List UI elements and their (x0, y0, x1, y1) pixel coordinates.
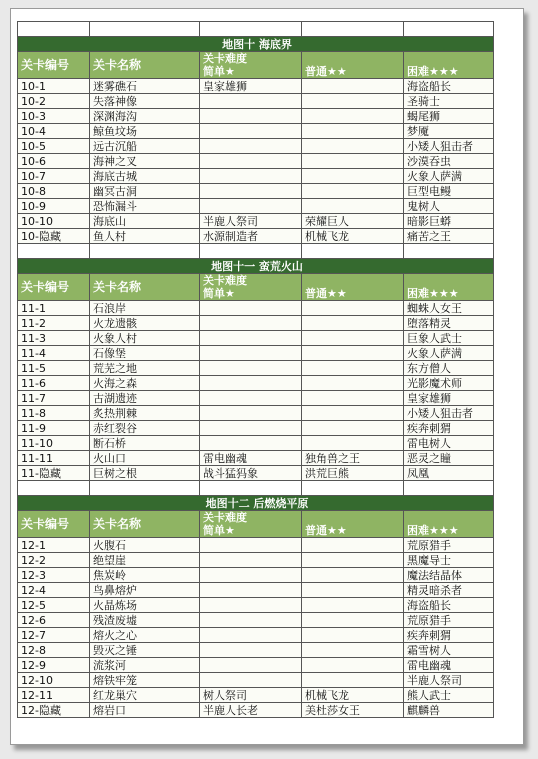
level-name: 绝望崖 (90, 553, 200, 568)
hard-boss: 鬼树人 (404, 199, 494, 214)
hard-boss: 海盗船长 (404, 598, 494, 613)
table-row (18, 466, 494, 481)
section-title-row (18, 496, 494, 511)
hard-boss: 沙漠吞虫 (404, 154, 494, 169)
level-id: 12-10 (18, 673, 90, 688)
header-level-id: 关卡编号 (18, 511, 90, 538)
easy-boss (200, 184, 302, 199)
level-name: 远古沉船 (90, 139, 200, 154)
header-normal: 普通★★ (302, 287, 404, 301)
level-id: 12-4 (18, 583, 90, 598)
empty-cell (404, 22, 494, 37)
table-row (18, 229, 494, 244)
level-name: 恐怖漏斗 (90, 199, 200, 214)
table-row (18, 154, 494, 169)
normal-boss (302, 538, 404, 553)
table-row (18, 598, 494, 613)
spacer-row (18, 244, 494, 259)
table-row (18, 376, 494, 391)
hard-boss: 雷电幽魂 (404, 658, 494, 673)
spacer-row (18, 22, 494, 37)
level-id: 11-2 (18, 316, 90, 331)
normal-boss (302, 361, 404, 376)
empty-cell (18, 481, 90, 496)
easy-boss (200, 346, 302, 361)
level-id: 12-9 (18, 658, 90, 673)
header-row (18, 511, 494, 525)
level-name: 火晶炼场 (90, 598, 200, 613)
normal-boss (302, 124, 404, 139)
normal-boss (302, 139, 404, 154)
hard-boss: 梦魇 (404, 124, 494, 139)
table-row (18, 568, 494, 583)
table-row (18, 421, 494, 436)
normal-boss (302, 79, 404, 94)
hard-boss: 精灵暗杀者 (404, 583, 494, 598)
level-name: 红龙巢穴 (90, 688, 200, 703)
section-title-row (18, 37, 494, 52)
level-id: 10-1 (18, 79, 90, 94)
table-row (18, 583, 494, 598)
easy-boss (200, 613, 302, 628)
easy-boss (200, 421, 302, 436)
empty-cell (18, 22, 90, 37)
table-row (18, 673, 494, 688)
empty-cell (18, 244, 90, 259)
header-normal: 普通★★ (302, 524, 404, 538)
level-id: 11-6 (18, 376, 90, 391)
level-id: 11-9 (18, 421, 90, 436)
hard-boss: 东方僧人 (404, 361, 494, 376)
level-name: 巨树之根 (90, 466, 200, 481)
easy-boss (200, 658, 302, 673)
level-name: 深渊海沟 (90, 109, 200, 124)
level-id: 11-11 (18, 451, 90, 466)
header-level-name: 关卡名称 (90, 511, 200, 538)
header-hard: 困难★★★ (404, 524, 494, 538)
header-level-id: 关卡编号 (18, 274, 90, 301)
normal-boss (302, 331, 404, 346)
header-empty (302, 274, 404, 288)
level-name: 海神之叉 (90, 154, 200, 169)
hard-boss: 圣骑士 (404, 94, 494, 109)
easy-boss: 皇家雄狮 (200, 79, 302, 94)
table-row (18, 361, 494, 376)
level-name: 熔铁牢笼 (90, 673, 200, 688)
hard-boss: 光影魔术师 (404, 376, 494, 391)
header-empty (404, 511, 494, 525)
hard-boss: 小矮人狙击者 (404, 139, 494, 154)
header-hard: 困难★★★ (404, 65, 494, 79)
hard-boss: 堕落精灵 (404, 316, 494, 331)
table-row (18, 451, 494, 466)
level-id: 11-1 (18, 301, 90, 316)
level-table (17, 21, 494, 718)
level-name: 火龙遗骸 (90, 316, 200, 331)
header-easy: 简单★ (200, 287, 302, 301)
hard-boss: 雷电树人 (404, 436, 494, 451)
hard-boss: 熊人武士 (404, 688, 494, 703)
header-hard: 困难★★★ (404, 287, 494, 301)
hard-boss: 巨型电鳗 (404, 184, 494, 199)
hard-boss: 火象人萨满 (404, 346, 494, 361)
level-id: 12-7 (18, 628, 90, 643)
level-id: 11-7 (18, 391, 90, 406)
level-name: 失落神像 (90, 94, 200, 109)
normal-boss (302, 316, 404, 331)
normal-boss (302, 94, 404, 109)
level-name: 海底山 (90, 214, 200, 229)
empty-cell (200, 244, 302, 259)
hard-boss: 恶灵之瞳 (404, 451, 494, 466)
normal-boss: 荣耀巨人 (302, 214, 404, 229)
header-row (18, 274, 494, 288)
level-name: 石像堡 (90, 346, 200, 361)
easy-boss: 半鹿人长老 (200, 703, 302, 718)
header-difficulty: 关卡难度 (200, 274, 302, 288)
header-level-id: 关卡编号 (18, 52, 90, 79)
level-name: 古湖遗迹 (90, 391, 200, 406)
level-name: 断石桥 (90, 436, 200, 451)
level-name: 流浆河 (90, 658, 200, 673)
level-name: 幽冥古洞 (90, 184, 200, 199)
easy-boss: 战斗猛犸象 (200, 466, 302, 481)
table-row (18, 169, 494, 184)
table-row (18, 301, 494, 316)
normal-boss (302, 421, 404, 436)
table-row (18, 391, 494, 406)
hard-boss: 蜘蛛人女王 (404, 301, 494, 316)
table-row (18, 331, 494, 346)
level-id: 11-10 (18, 436, 90, 451)
normal-boss (302, 583, 404, 598)
level-id: 11-隐藏 (18, 466, 90, 481)
table-row (18, 316, 494, 331)
level-name: 火腹石 (90, 538, 200, 553)
easy-boss (200, 406, 302, 421)
hard-boss: 蝎尾狮 (404, 109, 494, 124)
easy-boss (200, 124, 302, 139)
normal-boss (302, 673, 404, 688)
level-name: 火海之森 (90, 376, 200, 391)
hard-boss: 疾奔刺猬 (404, 421, 494, 436)
empty-cell (404, 244, 494, 259)
hard-boss: 疾奔刺猬 (404, 628, 494, 643)
normal-boss: 机械飞龙 (302, 229, 404, 244)
normal-boss: 机械飞龙 (302, 688, 404, 703)
hard-boss: 麒麟兽 (404, 703, 494, 718)
empty-cell (90, 244, 200, 259)
header-empty (302, 52, 404, 66)
header-level-name: 关卡名称 (90, 52, 200, 79)
easy-boss (200, 316, 302, 331)
level-name: 残渣废墟 (90, 613, 200, 628)
easy-boss (200, 598, 302, 613)
level-id: 10-6 (18, 154, 90, 169)
normal-boss (302, 376, 404, 391)
easy-boss: 雷电幽魂 (200, 451, 302, 466)
normal-boss (302, 346, 404, 361)
level-id: 11-3 (18, 331, 90, 346)
level-id: 12-6 (18, 613, 90, 628)
normal-boss (302, 184, 404, 199)
normal-boss (302, 406, 404, 421)
empty-cell (302, 481, 404, 496)
normal-boss (302, 613, 404, 628)
section-title: 地图十一 蛮荒火山 (18, 259, 494, 274)
level-id: 11-4 (18, 346, 90, 361)
normal-boss (302, 436, 404, 451)
table-row (18, 688, 494, 703)
level-id: 10-8 (18, 184, 90, 199)
hard-boss: 荒原猎手 (404, 613, 494, 628)
easy-boss (200, 436, 302, 451)
empty-cell (302, 244, 404, 259)
level-id: 11-5 (18, 361, 90, 376)
level-name: 石浪岸 (90, 301, 200, 316)
level-id: 12-5 (18, 598, 90, 613)
normal-boss: 美杜莎女王 (302, 703, 404, 718)
easy-boss (200, 331, 302, 346)
header-empty (404, 274, 494, 288)
level-name: 火山口 (90, 451, 200, 466)
easy-boss: 水源制造者 (200, 229, 302, 244)
level-name: 荒芜之地 (90, 361, 200, 376)
header-level-name: 关卡名称 (90, 274, 200, 301)
normal-boss (302, 301, 404, 316)
easy-boss (200, 154, 302, 169)
empty-cell (404, 481, 494, 496)
table-row (18, 658, 494, 673)
level-name: 迷雾礁石 (90, 79, 200, 94)
level-name: 海底古城 (90, 169, 200, 184)
hard-boss: 半鹿人祭司 (404, 673, 494, 688)
level-id: 12-1 (18, 538, 90, 553)
empty-cell (302, 22, 404, 37)
level-id: 10-2 (18, 94, 90, 109)
easy-boss (200, 643, 302, 658)
header-easy: 简单★ (200, 65, 302, 79)
table-row (18, 613, 494, 628)
level-name: 熔岩口 (90, 703, 200, 718)
normal-boss (302, 568, 404, 583)
level-id: 10-9 (18, 199, 90, 214)
normal-boss (302, 154, 404, 169)
table-row (18, 538, 494, 553)
hard-boss: 黑魔导士 (404, 553, 494, 568)
easy-boss (200, 361, 302, 376)
hard-boss: 巨象人武士 (404, 331, 494, 346)
section-title: 地图十二 后燃烧平原 (18, 496, 494, 511)
section-title-row (18, 259, 494, 274)
empty-cell (90, 22, 200, 37)
hard-boss: 暗影巨蟒 (404, 214, 494, 229)
spacer-row (18, 481, 494, 496)
level-id: 10-隐藏 (18, 229, 90, 244)
easy-boss (200, 139, 302, 154)
table-row (18, 406, 494, 421)
level-id: 12-8 (18, 643, 90, 658)
level-table-body (18, 22, 494, 718)
level-id: 12-隐藏 (18, 703, 90, 718)
table-row (18, 199, 494, 214)
easy-boss (200, 568, 302, 583)
header-empty (404, 52, 494, 66)
table-row (18, 436, 494, 451)
easy-boss: 半鹿人祭司 (200, 214, 302, 229)
normal-boss (302, 553, 404, 568)
empty-cell (90, 481, 200, 496)
table-row (18, 94, 494, 109)
header-normal: 普通★★ (302, 65, 404, 79)
easy-boss (200, 301, 302, 316)
normal-boss: 洪荒巨熊 (302, 466, 404, 481)
hard-boss: 小矮人狙击者 (404, 406, 494, 421)
level-name: 焦炭岭 (90, 568, 200, 583)
header-difficulty: 关卡难度 (200, 511, 302, 525)
easy-boss (200, 169, 302, 184)
easy-boss (200, 538, 302, 553)
level-name: 鲸鱼坟场 (90, 124, 200, 139)
hard-boss: 魔法结晶体 (404, 568, 494, 583)
hard-boss: 痛苦之王 (404, 229, 494, 244)
header-empty (302, 511, 404, 525)
hard-boss: 海盗船长 (404, 79, 494, 94)
hard-boss: 皇家雄狮 (404, 391, 494, 406)
level-name: 火象人村 (90, 331, 200, 346)
normal-boss (302, 391, 404, 406)
level-id: 10-10 (18, 214, 90, 229)
easy-boss (200, 376, 302, 391)
table-row (18, 139, 494, 154)
level-id: 12-3 (18, 568, 90, 583)
level-id: 12-11 (18, 688, 90, 703)
table-row (18, 703, 494, 718)
normal-boss (302, 169, 404, 184)
level-name: 鱼人村 (90, 229, 200, 244)
level-id: 10-4 (18, 124, 90, 139)
hard-boss: 火象人萨满 (404, 169, 494, 184)
normal-boss (302, 628, 404, 643)
easy-boss (200, 109, 302, 124)
easy-boss (200, 628, 302, 643)
header-easy: 简单★ (200, 524, 302, 538)
table-row (18, 79, 494, 94)
level-id: 10-5 (18, 139, 90, 154)
easy-boss (200, 391, 302, 406)
normal-boss (302, 109, 404, 124)
level-name: 熔火之心 (90, 628, 200, 643)
easy-boss (200, 553, 302, 568)
level-name: 毁灭之锤 (90, 643, 200, 658)
table-row (18, 346, 494, 361)
table-row (18, 109, 494, 124)
table-row (18, 124, 494, 139)
level-name: 鸟鼻熔炉 (90, 583, 200, 598)
easy-boss (200, 94, 302, 109)
normal-boss (302, 658, 404, 673)
table-row (18, 553, 494, 568)
hard-boss: 荒原猎手 (404, 538, 494, 553)
header-row (18, 52, 494, 66)
easy-boss (200, 199, 302, 214)
empty-cell (200, 22, 302, 37)
easy-boss: 树人祭司 (200, 688, 302, 703)
easy-boss (200, 673, 302, 688)
normal-boss (302, 598, 404, 613)
normal-boss (302, 199, 404, 214)
level-id: 12-2 (18, 553, 90, 568)
table-row (18, 214, 494, 229)
level-name: 炙热荆棘 (90, 406, 200, 421)
easy-boss (200, 583, 302, 598)
level-id: 10-3 (18, 109, 90, 124)
level-id: 10-7 (18, 169, 90, 184)
table-row (18, 643, 494, 658)
section-title: 地图十 海底界 (18, 37, 494, 52)
hard-boss: 霜雪树人 (404, 643, 494, 658)
hard-boss: 凤凰 (404, 466, 494, 481)
header-difficulty: 关卡难度 (200, 52, 302, 66)
level-id: 11-8 (18, 406, 90, 421)
normal-boss: 独角兽之王 (302, 451, 404, 466)
normal-boss (302, 643, 404, 658)
level-name: 赤红裂谷 (90, 421, 200, 436)
table-row (18, 628, 494, 643)
table-row (18, 184, 494, 199)
empty-cell (200, 481, 302, 496)
